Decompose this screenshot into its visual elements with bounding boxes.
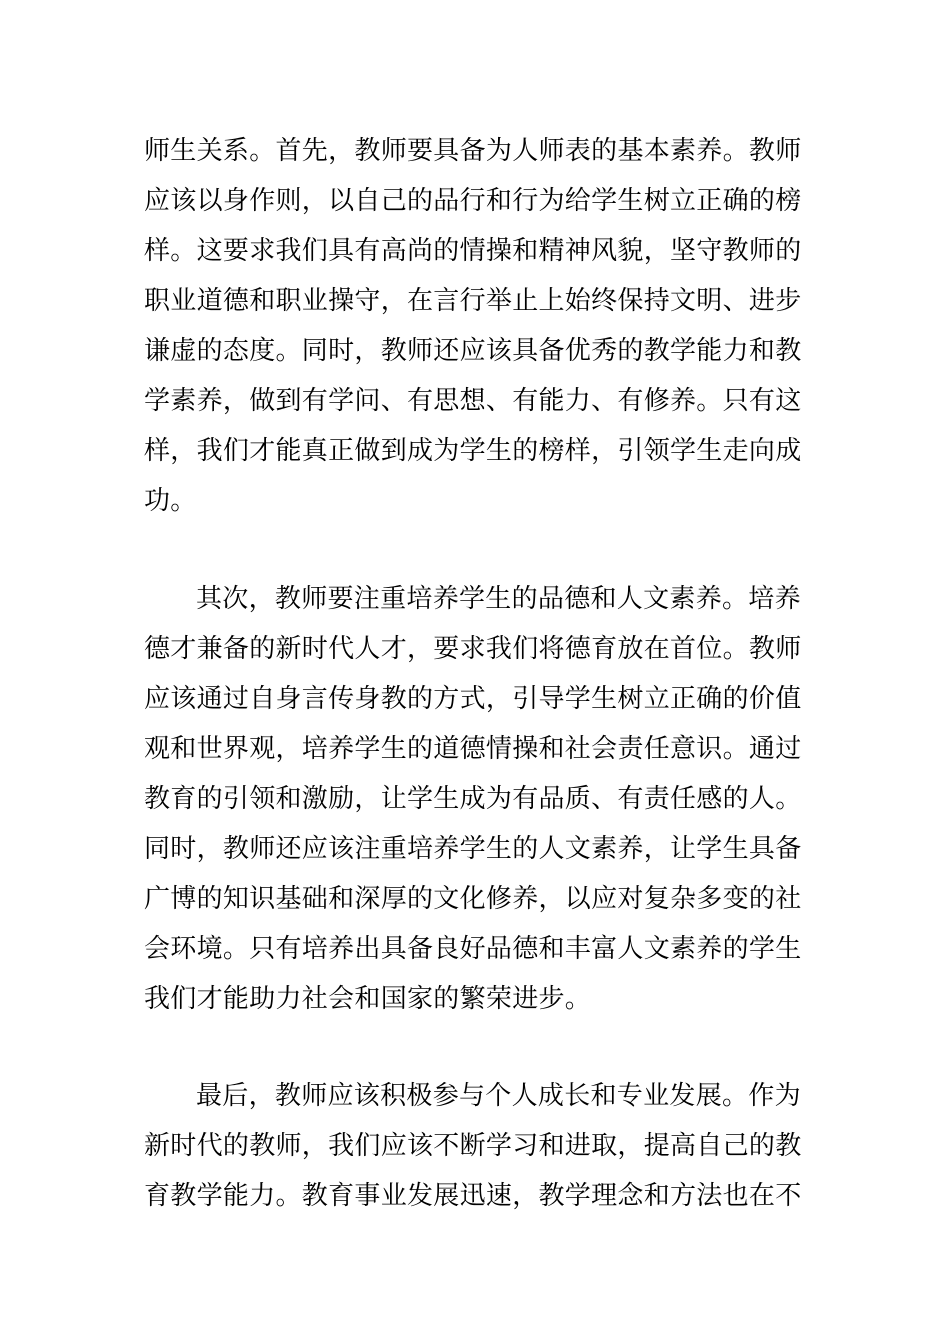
- paragraph-3: [144, 1071, 824, 1221]
- text-line: 德才兼备的新时代人才，要求我们将德育放在首位。教师: [144, 634, 802, 664]
- text-line: 同时，教师还应该注重培养学生的人文素养，让学生具备: [144, 834, 802, 864]
- text-line: 应该通过自身言传身教的方式，引导学生树立正确的价值: [144, 684, 802, 714]
- text-line: 谦虚的态度。同时，教师还应该具备优秀的教学能力和教: [144, 336, 802, 366]
- text-line: 样，我们才能真正做到成为学生的榜样，引领学生走向成: [144, 436, 802, 466]
- paragraph-1: [144, 126, 824, 526]
- text-line: 育教学能力。教育事业发展迅速，教学理念和方法也在不: [144, 1181, 802, 1211]
- text-line: 教育的引领和激励，让学生成为有品质、有责任感的人。: [144, 784, 802, 814]
- text-line: 功。: [144, 486, 197, 516]
- text-line: 最后，教师应该积极参与个人成长和专业发展。作为: [196, 1081, 801, 1111]
- text-line: 其次，教师要注重培养学生的品德和人文素养。培养: [196, 584, 801, 614]
- text-line: 会环境。只有培养出具备良好品德和丰富人文素养的学生: [144, 934, 802, 964]
- text-line: 我们才能助力社会和国家的繁荣进步。: [144, 984, 592, 1014]
- text-line: 广博的知识基础和深厚的文化修养，以应对复杂多变的社: [144, 884, 802, 914]
- text-line: 职业道德和职业操守，在言行举止上始终保持文明、进步: [144, 286, 802, 316]
- text-line: 新时代的教师，我们应该不断学习和进取，提高自己的教: [144, 1131, 802, 1161]
- text-line: 应该以身作则，以自己的品行和行为给学生树立正确的榜: [144, 186, 802, 216]
- paragraph-2: [144, 574, 824, 1024]
- text-line: 观和世界观，培养学生的道德情操和社会责任意识。通过: [144, 734, 802, 764]
- text-line: 学素养，做到有学问、有思想、有能力、有修养。只有这: [144, 386, 802, 416]
- text-line: 样。这要求我们具有高尚的情操和精神风貌，坚守教师的: [144, 236, 802, 266]
- text-line: 师生关系。首先，教师要具备为人师表的基本素养。教师: [144, 136, 802, 166]
